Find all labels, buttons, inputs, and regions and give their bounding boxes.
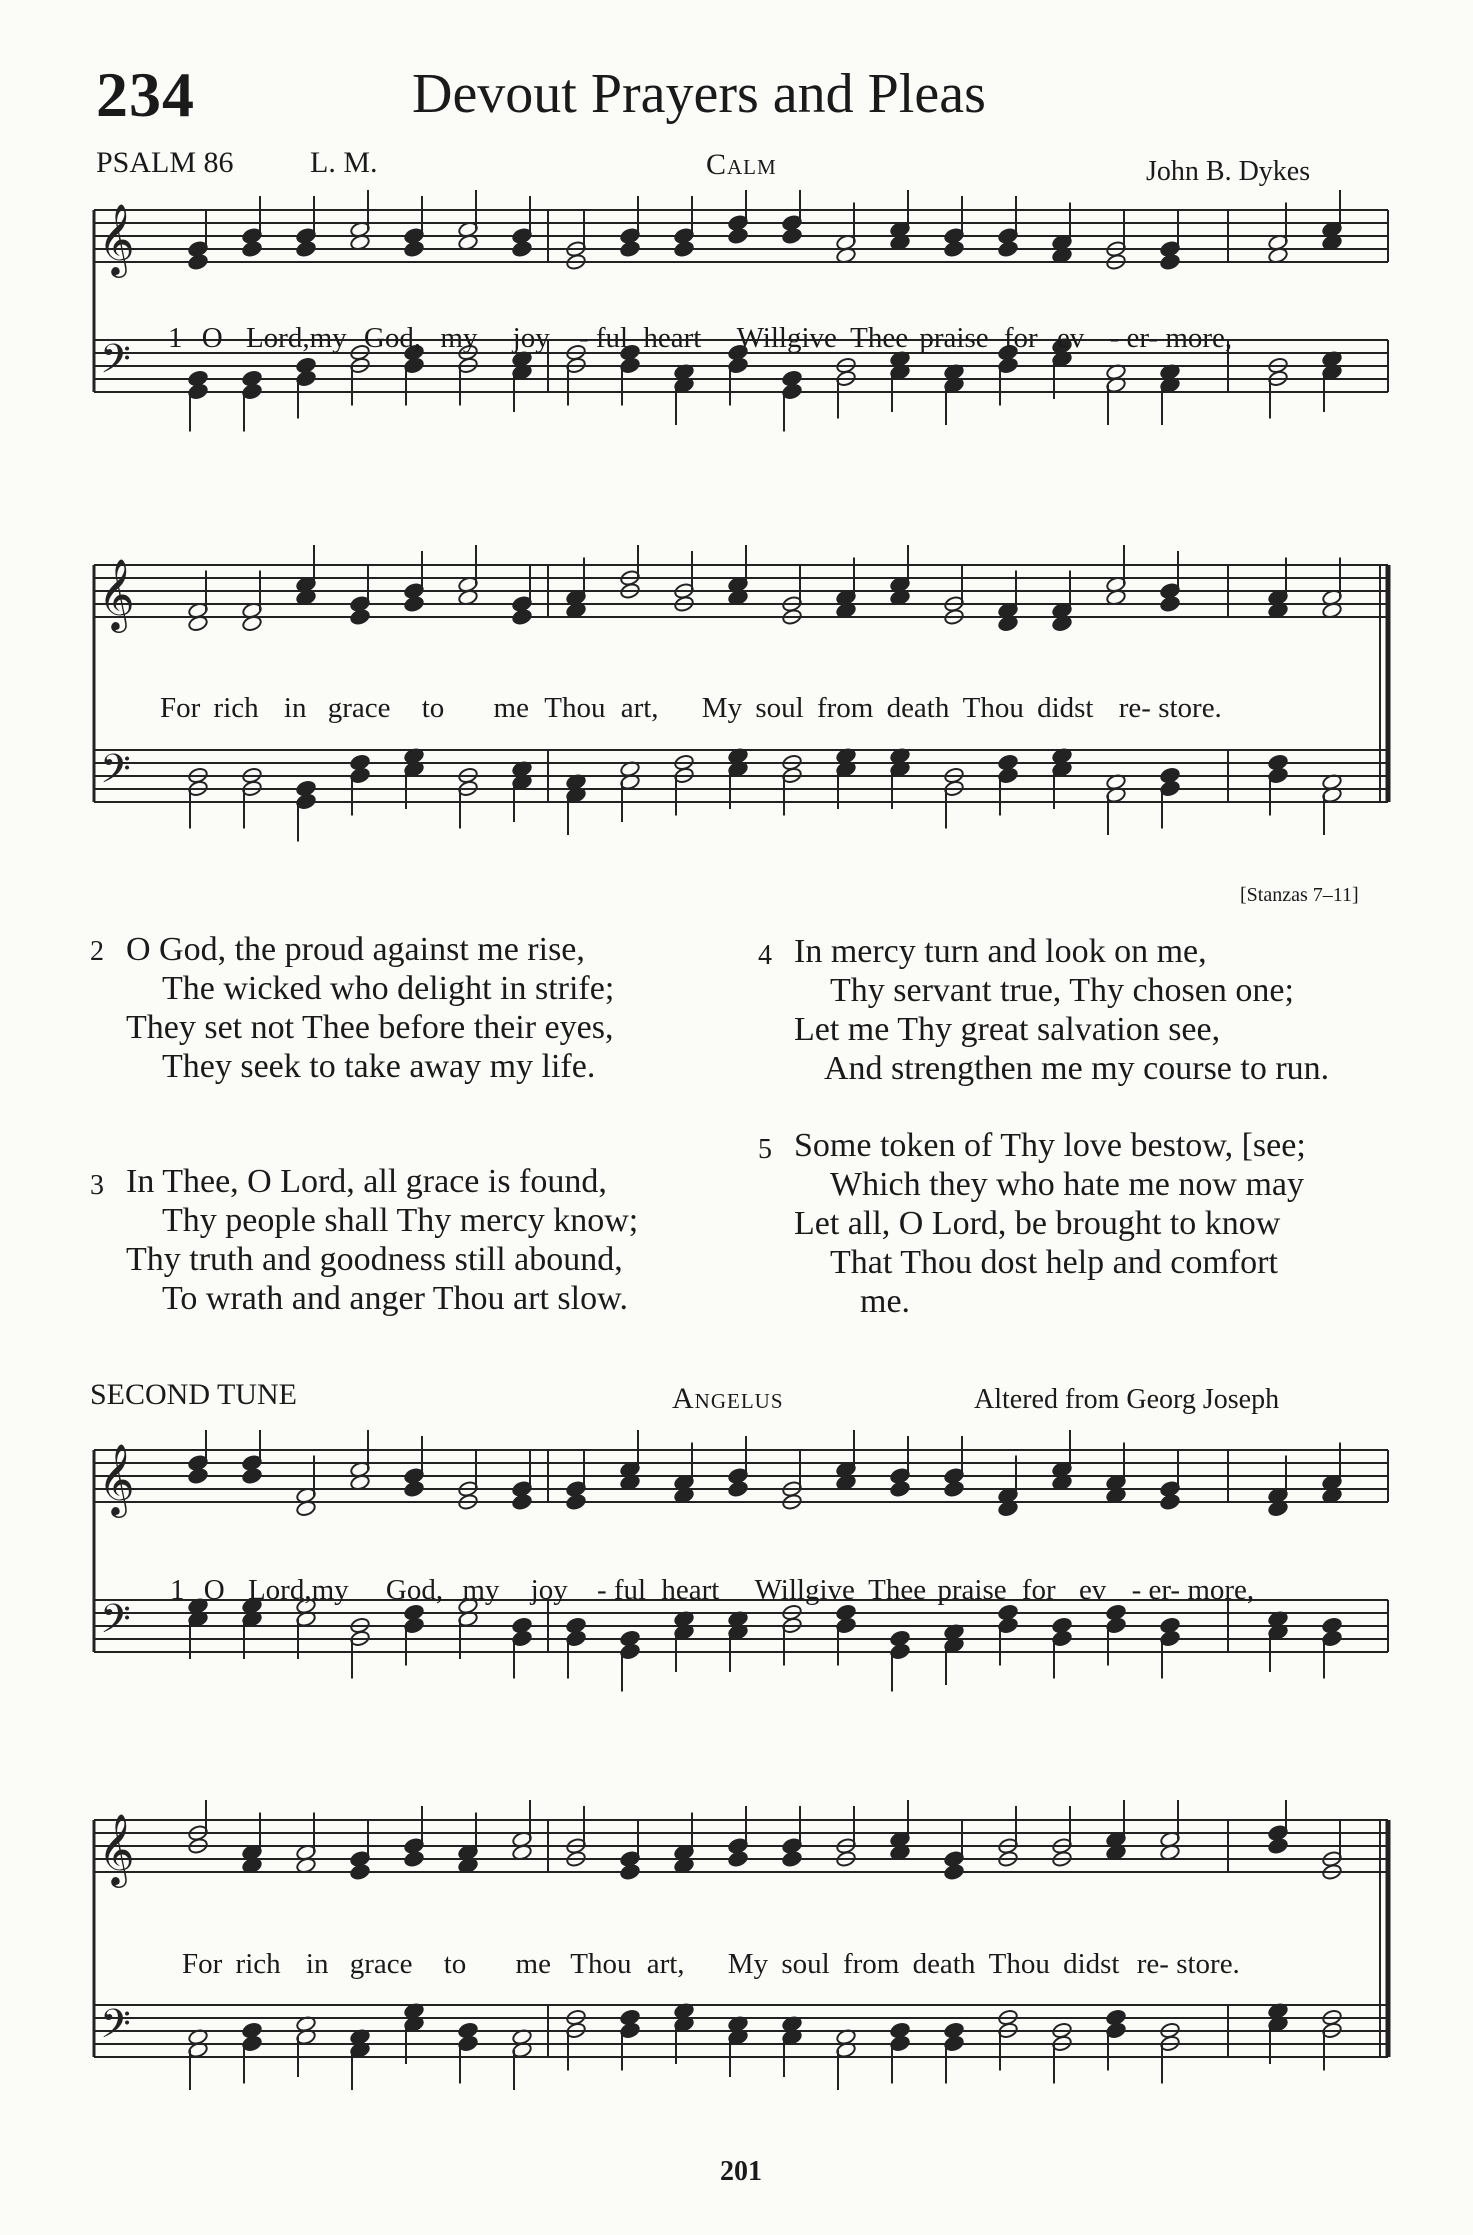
notehead	[889, 1480, 910, 1497]
lyric-syllable: - more,	[1148, 322, 1233, 354]
bass-clef-icon: 𝄢	[100, 2001, 131, 2057]
notehead	[1159, 1493, 1180, 1510]
stanza-4	[758, 932, 1329, 1088]
lyric-syllable: Thou	[570, 1948, 632, 1980]
lyric-syllable: Thou	[544, 692, 606, 724]
stanza-line: In mercy turn and look on me,	[794, 933, 1207, 970]
lyrics-line-1	[168, 322, 1232, 355]
lyric-syllable: in	[283, 692, 307, 724]
tune-name: Calm	[706, 148, 777, 181]
notehead	[187, 253, 208, 270]
lyrics-line-3	[170, 1574, 1254, 1607]
lyric-syllable: rich	[213, 692, 259, 724]
notehead	[727, 1480, 748, 1497]
notehead	[619, 1863, 640, 1880]
notehead	[673, 240, 694, 257]
lyric-syllable: praise	[937, 1574, 1007, 1606]
lyric-syllable: Thee	[868, 1574, 927, 1606]
lyric-syllable: re	[1136, 1948, 1160, 1980]
lyric-syllable: re	[1118, 692, 1142, 724]
stanza-line: To wrath and anger Thou art slow.	[162, 1280, 628, 1317]
lyric-syllable: Thou	[962, 692, 1024, 724]
lyric-syllable: joy	[512, 322, 550, 354]
lyric-syllable: 1	[168, 322, 183, 354]
stanza-number: 4	[758, 940, 772, 971]
notehead	[943, 1863, 964, 1880]
stanza-line: Thy truth and goodness still abound,	[126, 1241, 623, 1278]
notehead	[295, 240, 316, 257]
notehead	[943, 240, 964, 257]
stanza-line: Thy servant true, Thy chosen one;	[830, 972, 1294, 1009]
composer-2: Altered from Georg Joseph	[974, 1384, 1280, 1415]
notehead	[727, 227, 748, 244]
lyric-syllable: for	[1021, 1574, 1056, 1606]
lyric-syllable: my	[440, 322, 478, 354]
stanza-line: O God, the proud against me rise,	[126, 931, 585, 968]
lyric-syllable: give	[804, 1574, 855, 1606]
lyric-syllable: death	[886, 692, 950, 724]
stanza-line: Some token of Thy love bestow, [see;	[794, 1127, 1306, 1164]
notehead	[403, 595, 424, 612]
stanza-line: In Thee, O Lord, all grace is found,	[126, 1163, 607, 1200]
notehead	[241, 240, 262, 257]
notehead	[511, 608, 532, 625]
notehead	[1159, 595, 1180, 612]
stanza-line: That Thou dost help and comfort	[830, 1244, 1278, 1281]
lyric-syllable: didst	[1063, 1948, 1120, 1980]
meter-label: L. M.	[310, 146, 378, 179]
lyric-syllable: death	[912, 1948, 976, 1980]
lyrics-line-4	[182, 1948, 1240, 1981]
notehead	[403, 240, 424, 257]
lyric-syllable: - er	[1131, 1574, 1171, 1606]
stanza-number: 3	[90, 1170, 104, 1201]
notehead	[781, 227, 802, 244]
tune-name-2: Angelus	[672, 1382, 784, 1415]
stanza-line: me.	[860, 1283, 911, 1320]
lyric-syllable: ev	[1078, 1574, 1107, 1606]
second-tune-label: SECOND TUNE	[90, 1378, 297, 1411]
lyric-syllable: me	[493, 692, 529, 724]
lyric-syllable: art,	[646, 1948, 685, 1980]
stanza-5	[758, 1126, 1306, 1321]
lyric-syllable: - ful	[578, 322, 629, 354]
stanza-line: They set not Thee before their eyes,	[126, 1009, 614, 1046]
notehead	[349, 608, 370, 625]
lyric-syllable: My	[701, 692, 743, 724]
lyric-syllable: art,	[620, 692, 659, 724]
notehead	[403, 1480, 424, 1497]
notehead	[1159, 253, 1180, 270]
treble-clef-icon: 𝄞	[98, 202, 135, 275]
notehead	[565, 1493, 586, 1510]
lyric-syllable: grace	[349, 1948, 413, 1980]
lyric-syllable: Will	[754, 1574, 805, 1606]
stanza-number: 5	[758, 1134, 772, 1165]
notehead	[727, 1850, 748, 1867]
composer: John B. Dykes	[1146, 156, 1311, 187]
lyric-syllable: praise	[919, 322, 989, 354]
lyric-syllable: me	[515, 1948, 551, 1980]
lyric-syllable: Lord,	[245, 322, 310, 354]
treble-clef-icon: 𝄞	[98, 557, 135, 630]
stanza-2	[90, 930, 614, 1086]
bass-clef-icon: 𝄢	[100, 336, 131, 392]
notehead	[349, 1863, 370, 1880]
page-title: Devout Prayers and Pleas	[412, 63, 986, 125]
lyric-syllable: soul	[781, 1948, 830, 1980]
lyric-syllable: to	[443, 1948, 467, 1980]
stanza-3	[90, 1162, 638, 1318]
notehead	[943, 1480, 964, 1497]
lyric-syllable: Thou	[988, 1948, 1050, 1980]
lyric-syllable: heart	[661, 1574, 720, 1606]
lyric-syllable: grace	[327, 692, 391, 724]
notehead	[619, 240, 640, 257]
lyric-syllable: rich	[235, 1948, 281, 1980]
lyric-syllable: - more,	[1170, 1574, 1255, 1606]
stanza-line: They seek to take away my life.	[162, 1048, 596, 1085]
lyric-syllable: My	[727, 1948, 769, 1980]
lyric-syllable: God,	[363, 322, 422, 354]
lyric-syllable: my	[311, 1574, 349, 1606]
lyric-syllable: God,	[385, 1574, 444, 1606]
lyric-syllable: 1	[170, 1574, 185, 1606]
lyric-syllable: - store.	[1141, 692, 1222, 724]
lyric-syllable: ev	[1056, 322, 1085, 354]
lyric-syllable: - ful	[596, 1574, 647, 1606]
notehead	[403, 1850, 424, 1867]
lyric-syllable: my	[309, 322, 347, 354]
bass-clef-icon: 𝄢	[100, 1596, 131, 1652]
page-number: 234	[96, 59, 195, 130]
lyric-syllable: O	[201, 322, 223, 354]
lyric-syllable: O	[203, 1574, 225, 1606]
notehead	[187, 1467, 208, 1484]
stanza-line: Let all, O Lord, be brought to know	[794, 1205, 1281, 1242]
stanza-line: Which they who hate me now may	[830, 1166, 1304, 1203]
stanza-line: Let me Thy great salvation see,	[794, 1011, 1221, 1048]
lyric-syllable: in	[305, 1948, 329, 1980]
lyric-syllable: to	[421, 692, 445, 724]
notehead	[781, 1850, 802, 1867]
lyric-syllable: didst	[1037, 692, 1094, 724]
lyric-syllable: for	[1003, 322, 1038, 354]
stanza-line: The wicked who delight in strife;	[162, 970, 615, 1007]
lyric-syllable: soul	[755, 692, 804, 724]
treble-clef-icon: 𝄞	[98, 1812, 135, 1885]
lyric-syllable: from	[816, 692, 874, 724]
lyric-syllable: give	[786, 322, 837, 354]
stanza-reference: [Stanzas 7–11]	[1240, 884, 1359, 906]
lyric-syllable: For	[160, 692, 201, 724]
stanza-line: Thy people shall Thy mercy know;	[162, 1202, 639, 1239]
lyric-syllable: my	[462, 1574, 500, 1606]
lyric-syllable: from	[842, 1948, 900, 1980]
lyrics-line-2	[160, 692, 1222, 725]
lyric-syllable: For	[182, 1948, 223, 1980]
lyric-syllable: - store.	[1159, 1948, 1240, 1980]
footer-page-number: 201	[720, 2156, 762, 2187]
lyric-syllable: Thee	[850, 322, 909, 354]
notehead	[511, 240, 532, 257]
notehead	[241, 1467, 262, 1484]
treble-clef-icon: 𝄞	[98, 1442, 135, 1515]
notehead	[1267, 1837, 1288, 1854]
lyric-syllable: Will	[736, 322, 787, 354]
notehead	[997, 240, 1018, 257]
stanza-number: 2	[90, 936, 104, 967]
lyric-syllable: heart	[643, 322, 702, 354]
lyric-syllable: joy	[530, 1574, 568, 1606]
psalm-label: PSALM 86	[96, 146, 234, 179]
stanza-line: And strengthen me my course to run.	[824, 1050, 1330, 1087]
lyric-syllable: Lord,	[247, 1574, 312, 1606]
lyric-syllable: - er	[1109, 322, 1149, 354]
bass-clef-icon: 𝄢	[100, 746, 131, 802]
notehead	[511, 1493, 532, 1510]
